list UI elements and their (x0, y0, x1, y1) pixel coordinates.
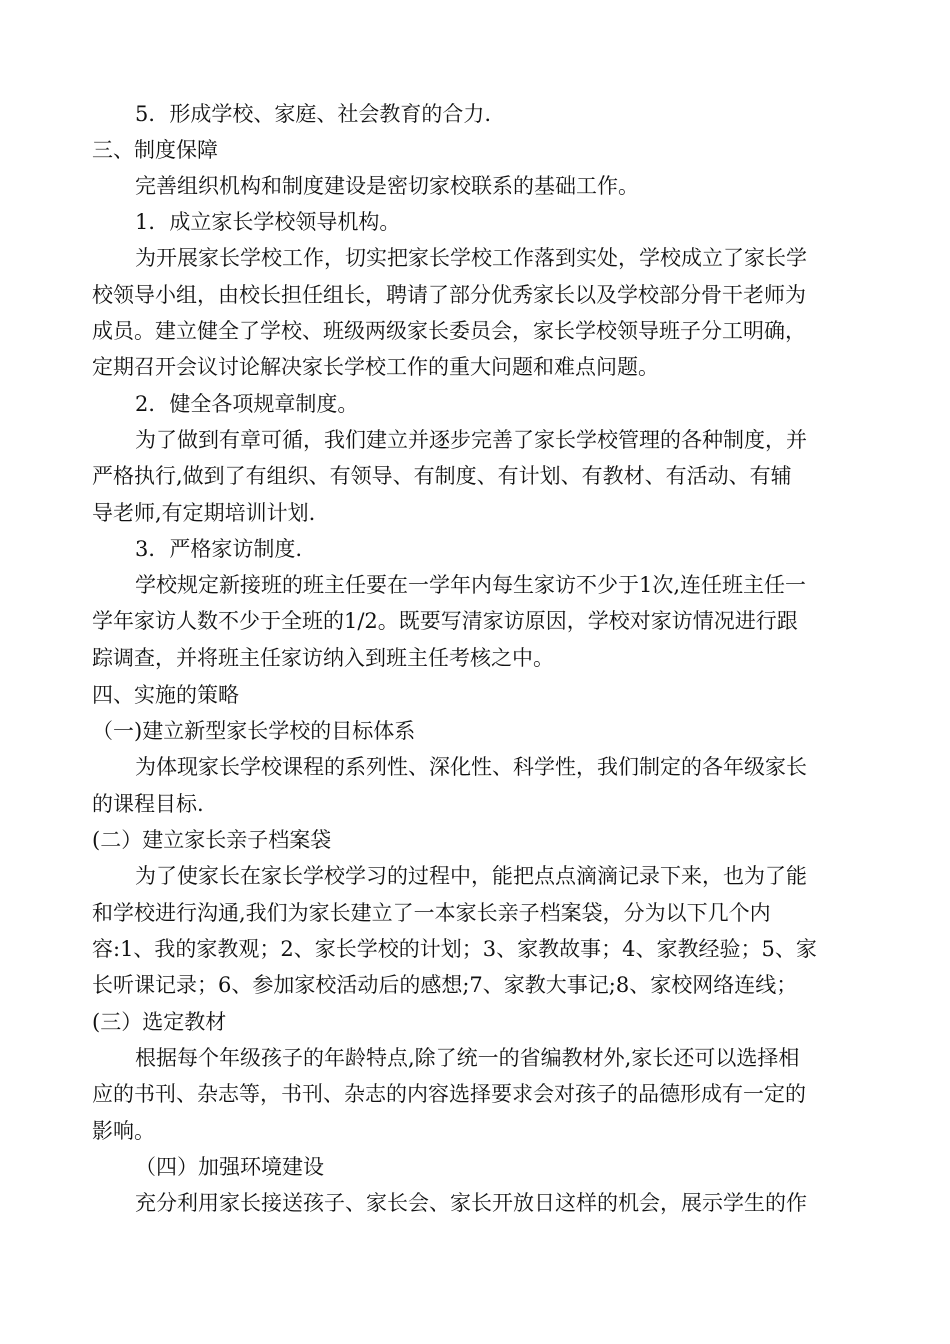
subsection-heading-3: (三）选定教材 (92, 1010, 227, 1034)
subsection-heading-1: （一)建立新型家长学校的目标体系 (92, 719, 416, 743)
paragraph-line: 完善组织机构和制度建设是密切家校联系的基础工作。 (135, 174, 639, 198)
subheading-3: 3．严格家访制度. (135, 537, 303, 561)
paragraph-line: 为了做到有章可循，我们建立并逐步完善了家长学校管理的各种制度，并 (135, 428, 807, 452)
paragraph-line: 的课程目标. (92, 792, 204, 816)
paragraph-line: 和学校进行沟通,我们为家长建立了一本家长亲子档案袋，分为以下几个内 (92, 901, 771, 925)
paragraph-line: 成员。建立健全了学校、班级两级家长委员会，家长学校领导班子分工明确， (92, 319, 806, 343)
section-heading-3: 三、制度保障 (92, 138, 218, 162)
subheading-1: 1．成立家长学校领导机构。 (135, 210, 401, 234)
paragraph-line: 为体现家长学校课程的系列性、深化性、科学性，我们制定的各年级家长 (135, 755, 807, 779)
paragraph-line: 定期召开会议讨论解决家长学校工作的重大问题和难点问题。 (92, 355, 659, 379)
paragraph-line: 根据每个年级孩子的年龄特点,除了统一的省编教材外,家长还可以选择相 (135, 1046, 800, 1070)
paragraph-line: 为开展家长学校工作，切实把家长学校工作落到实处，学校成立了家长学 (135, 246, 807, 270)
paragraph-line: 为了使家长在家长学校学习的过程中，能把点点滴滴记录下来，也为了能 (135, 864, 807, 888)
subsection-heading-2: (二）建立家长亲子档案袋 (92, 828, 332, 852)
list-item-5: 5．形成学校、家庭、社会教育的合力. (135, 102, 492, 126)
paragraph-line: 踪调查，并将班主任家访纳入到班主任考核之中。 (92, 646, 554, 670)
paragraph-line: 应的书刊、杂志等，书刊、杂志的内容选择要求会对孩子的品德形成有一定的 (92, 1082, 806, 1106)
paragraph-line: 严格执行,做到了有组织、有领导、有制度、有计划、有教材、有活动、有辅 (92, 464, 792, 488)
paragraph-line: 导老师,有定期培训计划. (92, 501, 316, 525)
paragraph-line: 充分利用家长接送孩子、家长会、家长开放日这样的机会，展示学生的作 (135, 1191, 807, 1215)
paragraph-line: 学校规定新接班的班主任要在一学年内每生家访不少于1次,连任班主任一 (135, 573, 807, 597)
subheading-2: 2．健全各项规章制度。 (135, 392, 359, 416)
section-heading-4: 四、实施的策略 (92, 683, 239, 707)
paragraph-line: 学年家访人数不少于全班的1/2。既要写清家访原因，学校对家访情况进行跟 (92, 609, 798, 633)
subsection-heading-4: （四）加强环境建设 (135, 1155, 324, 1179)
paragraph-line: 容:1、我的家教观；2、家长学校的计划；3、家教故事；4、家教经验；5、家 (92, 937, 817, 961)
paragraph-line: 影响。 (92, 1119, 155, 1143)
paragraph-line: 校领导小组，由校长担任组长，聘请了部分优秀家长以及学校部分骨干老师为 (92, 283, 806, 307)
paragraph-line: 长听课记录；6、参加家校活动后的感想;7、家教大事记;8、家校网络连线； (92, 973, 798, 997)
